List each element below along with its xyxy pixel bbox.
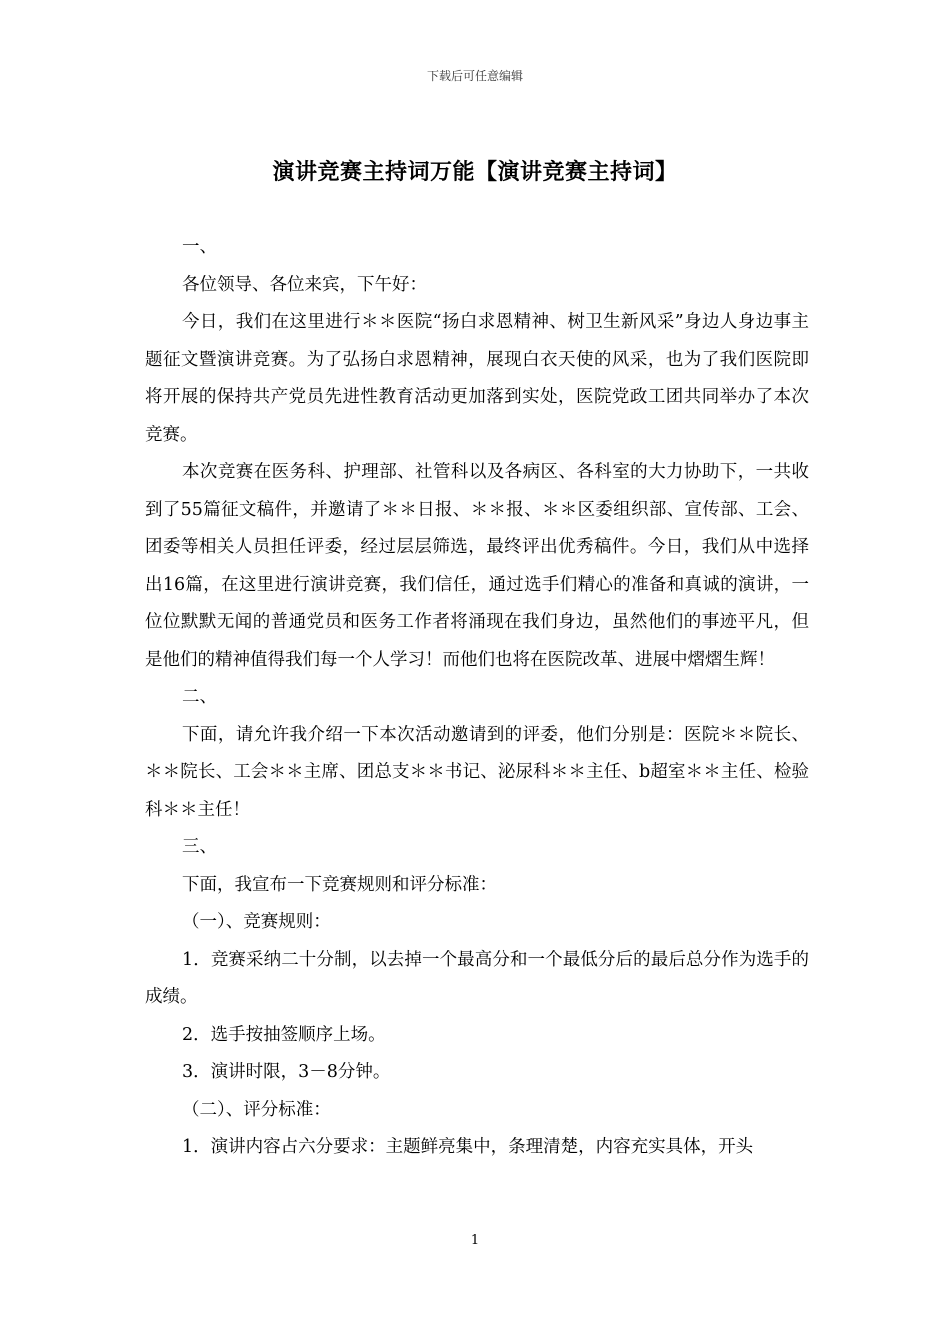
section-heading-2: 二、 <box>182 687 217 707</box>
page-number: 1 <box>470 1233 480 1248</box>
list-item: 2．选手按抽签顺序上场。 <box>182 1024 386 1045</box>
greeting-paragraph: 各位领导、各位来宾，下午好： <box>182 274 427 295</box>
list-item: 1．演讲内容占六分要求：主题鲜亮集中，条理清楚，内容充实具体，开头 <box>182 1137 754 1157</box>
subsection-heading: （一）、竞赛规则： <box>182 912 331 932</box>
document-body <box>145 229 809 1167</box>
body-paragraph: 下面，我宣布一下竞赛规则和评分标准： <box>182 874 497 895</box>
body-paragraph: 今日，我们在这里进行＊＊医院“扬白求恩精神、树卫生新风采”身边人身边事主题征文暨演讲竞赛。为了弘扬白求恩精神，展现白衣天使的风采，也为了我们医院即将开展的保持共产党员先进性教育活动更加落到实处，医院党政工团共同举办了本次竞赛。 <box>145 312 809 445</box>
section-heading-1: 一、 <box>182 237 217 257</box>
list-item: 3．演讲时限，3－8分钟。 <box>182 1062 391 1082</box>
body-paragraph: 下面，请允许我介绍一下本次活动邀请到的评委，他们分别是：医院＊＊院长、＊＊院长、工会＊＊主席、团总支＊＊书记、泌尿科＊＊主任、b超室＊＊主任、检验科＊＊主任！ <box>145 724 809 820</box>
list-item: 1．竞赛采纳二十分制，以去掉一个最高分和一个最低分后的最后总分作为选手的成绩。 <box>145 949 809 1007</box>
section-heading-3: 三、 <box>182 837 217 857</box>
body-paragraph: 本次竞赛在医务科、护理部、社管科以及各病区、各科室的大力协助下，一共收到了55篇征文稿件，并邀请了＊＊日报、＊＊报、＊＊区委组织部、宣传部、工会、团委等相关人员担任评委，经过层层筛选，最终评出优秀稿件。今日，我们从中选择出16篇，在这里进行演讲竞赛，我们信任，通过选手们精心的准备和真诚的演讲，一位位默默无闻的普通党员和医务工作者将涌现在我们身边，虽然他们的事迹平凡，但是他们的精神值得我们每一个人学习！而他们也将在医院改革、进展中熠熠生辉！ <box>145 462 809 670</box>
subsection-heading: （二）、评分标准： <box>182 1099 331 1120</box>
document-title: 演讲竞赛主持词万能【演讲竞赛主持词】 <box>272 159 678 185</box>
header-note: 下载后可任意编辑 <box>426 69 523 83</box>
